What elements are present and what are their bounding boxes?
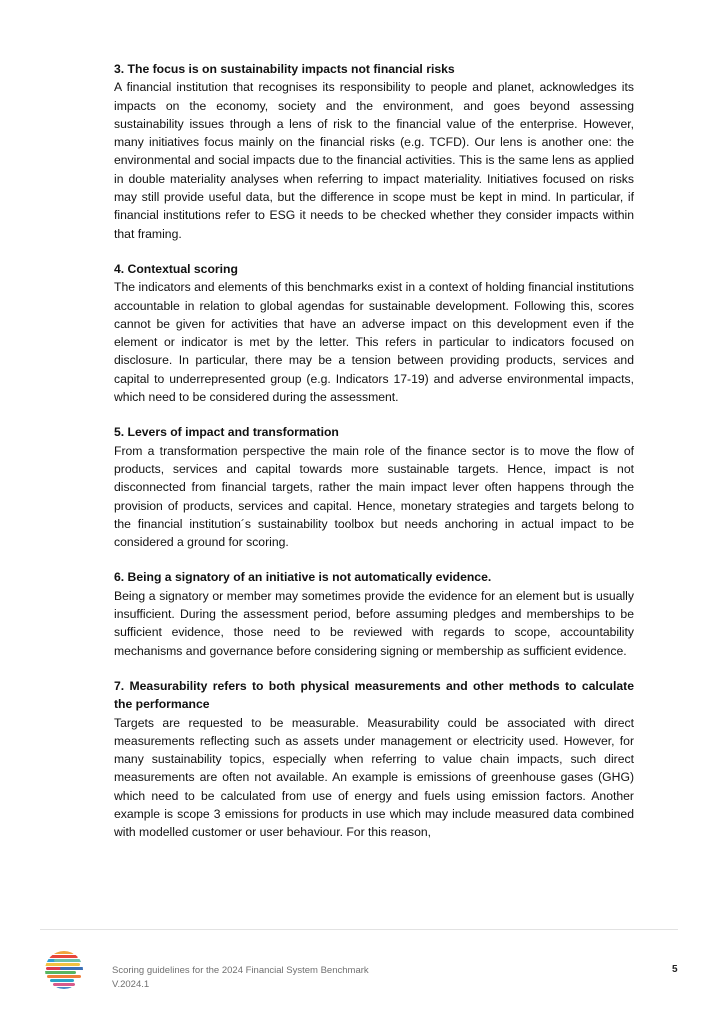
footer-document-info [112,964,369,992]
section-7 [114,677,634,842]
section-heading: 7. Measurability refers to both physical measurements and other methods to calculate the performance [114,678,634,712]
section-heading: 6. Being a signatory of an initiative is not automatically evidence. [114,570,492,585]
section-paragraph: The indicators and elements of this benchmarks exist in a context of holding financial institutions accountable in relation to global agendas for sustainable development. Following this, scores cannot be given for activities that have an adverse impact on this development even if the element or indicator is met by the letter. This refers in particular to indicators focused on disclosure. In particular, there may be a tension between providing products, services and capital to underrepresented group (e.g. Indicators 17-19) and adverse environmental impacts, which need to be considered during the assessment. [114,280,634,405]
footer-divider [40,929,678,930]
section-3 [114,60,634,243]
wba-striped-globe-logo-icon [44,950,84,990]
section-heading: 3. The focus is on sustainability impacts not financial risks [114,62,455,76]
section-paragraph: Being a signatory or member may sometimes provide the evidence for an element but is usually insufficient. During the assessment period, before assuming pledges and memberships to be sufficient evidence, those need to be reviewed with regards to scope, accountability mechanisms and governance before considering signing or membership as sufficient evidence. [114,588,634,658]
footer-version: V.2024.1 [112,979,150,990]
page-number: 5 [672,964,678,975]
section-4 [114,260,634,406]
document-body [114,60,634,859]
section-5 [114,423,634,551]
section-paragraph: Targets are requested to be measurable. Measurability could be associated with direct measurements reflecting such as assets under management or electricity used. However, for many sustainability topics, especially when referring to value chain impacts, such direct measurements are often not available. An example is emissions of greenhouse gases (GHG) which need to be calculated from use of energy and fuels using emission factors. Another example is scope 3 emissions for products in use which may include measured data combined with modelled customer or user behaviour. For this reason, [114,715,634,840]
section-6 [114,568,634,659]
section-heading: 4. Contextual scoring [114,261,238,276]
section-paragraph: From a transformation perspective the main role of the finance sector is to move the flow of products, services and capital towards more sustainable targets. Hence, impact is not disconnected from financial targets, rather the main impact lever often happens through the provision of products, services and capital. Hence, monetary strategies and targets belong to the financial institution´s sustainability toolbox but needs anchoring in actual impact to be considered a ground for scoring. [114,443,634,550]
footer-title: Scoring guidelines for the 2024 Financial System Benchmark [112,965,369,976]
section-paragraph: A financial institution that recognises its responsibility to people and planet, acknowledges its impacts on the economy, society and the environment, and goes beyond assessing sustainability issues through a lens of risk to the financial value of the enterprise. However, many initiatives focus mainly on the financial risks (e.g. TCFD). Our lens is another one: the environmental and social impacts due to the financial activities. This is the same lens as applied in double materiality analyses when referring to impact materiality. Initiatives focused on risks may still provide useful data, but the difference in scope must be kept in mind. In particular, if financial institutions refer to ESG it needs to be checked whether they consider impacts within that framing. [114,80,634,241]
section-heading: 5. Levers of impact and transformation [114,425,339,440]
